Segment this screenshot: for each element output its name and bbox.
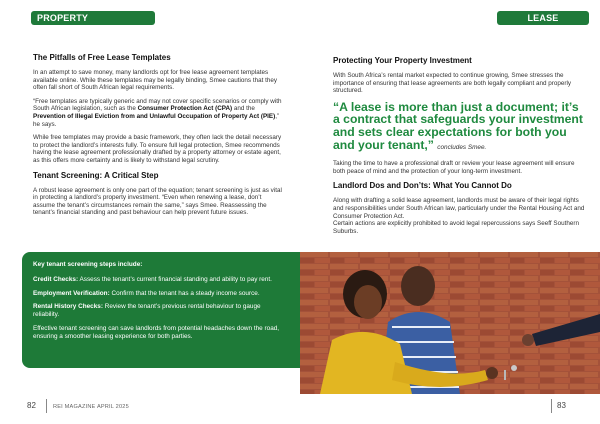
pull-quote: [333, 101, 585, 154]
right-article-column: [333, 56, 585, 241]
box-item-label: Credit Checks:: [33, 275, 79, 283]
box-item-label: Rental History Checks:: [33, 303, 103, 311]
text-run: ,” he says.: [33, 112, 280, 128]
couple-with-keys-photo: [300, 252, 600, 394]
section-tag-lease-agreements: LEASE AGREEMENTS: [497, 11, 589, 25]
pull-quote-text: “A lease is more than just a document; it’s a contract that safeguards your investment and sets clear expectations for both you and your tenant,”: [333, 99, 583, 152]
heading-landlord-dos-donts: Landlord Dos and Don’ts: What You Cannot Do: [333, 181, 512, 191]
box-item-employment-verification: [33, 290, 288, 298]
box-item-rental-history: [33, 303, 288, 319]
box-closing: Effective tenant screening can save landlords from potential headaches down the road, ensuring a smoother leasing experience for both parties.: [33, 324, 280, 340]
paragraph-professional-drafting: While free templates may provide a basic framework, they often lack the detail necessary to protect the landlord’s interests fully. To ensure full legal protection, Smee recommends having the lease agreement professionally drafted by a property attorney or estate agent, as this offers more certainty and is likely to withstand legal scrutiny.: [33, 134, 282, 164]
page-number-right: 83: [557, 401, 566, 410]
text-run: “Free templates are typically generic and may not cover specific scenarios or comply with South African legislation, such as the: [33, 97, 282, 113]
text-run: and the: [232, 105, 255, 113]
section-tag-property-management: PROPERTY MANAGEMENT: [31, 11, 155, 25]
paragraph-free-templates-intro: In an attempt to save money, many landlords opt for free lease agreement templates available online. While these templates may be legally binding, Smee cautions that they often fall short of South African legal requirements.: [33, 69, 277, 92]
paragraph-legislation: [33, 98, 285, 128]
footer-divider: [551, 399, 552, 413]
box-item-credit-checks: [33, 276, 288, 284]
photo-illustration: [300, 252, 600, 394]
paragraph-legal-rights: Along with drafting a solid lease agreement, landlords must be aware of their legal rights and responsibilities under South African law, particularly under the Rental Housing Act and Consumer Protection Act.: [333, 197, 585, 220]
heading-protecting-investment: Protecting Your Property Investment: [333, 56, 472, 65]
text-pie-act: Prevention of Illegal Eviction from and Unlawful Occupation of Property Act (PIE): [33, 112, 276, 120]
box-item-text: Review the tenant’s previous rental behaviour to gauge reliability.: [33, 303, 261, 319]
text-cpa: Consumer Protection Act (CPA): [137, 105, 233, 113]
box-heading: Key tenant screening steps include:: [33, 261, 143, 268]
screening-steps-box: [22, 252, 300, 368]
box-item-label: Employment Verification:: [33, 289, 110, 297]
paragraph-rental-market: With South Africa’s rental market expected to continue growing, Smee stresses the importance of ensuring that lease agreements are both legally compliant and properly structured.: [333, 72, 572, 95]
heading-tenant-screening: Tenant Screening: A Critical Step: [33, 170, 159, 180]
pull-quote-attribution: concludes Smee.: [437, 143, 487, 151]
paragraph-professional-review: Taking the time to have a professional draft or review your lease agreement will ensure both peace of mind and the protection of your long-term investment.: [333, 160, 575, 175]
magazine-footer: REI MAGAZINE APRIL 2025: [53, 404, 129, 410]
box-item-text: Confirm that the tenant has a steady income source.: [109, 289, 260, 297]
footer-divider: [46, 399, 47, 413]
page-number-left: 82: [27, 401, 36, 410]
paragraph-prohibited-actions: Certain actions are explicitly prohibited to avoid legal repercussions says Seeff Southern Suburbs.: [333, 220, 579, 235]
heading-free-lease-templates: The Pitfalls of Free Lease Templates: [33, 53, 171, 62]
left-article-column: [33, 53, 285, 223]
paragraph-tenant-screening: A robust lease agreement is only one part of the equation; tenant screening is just as vital in protecting a landlord’s property investment. “Even when renewing a lease, don’t assume the tenant’s circumstances remain the same,” says Smee. Reassessing the tenant’s financial standing and past behaviour can help prevent future issues.: [33, 186, 282, 217]
box-item-text: Assess the tenant’s current financial standing and ability to pay rent.: [78, 275, 272, 283]
